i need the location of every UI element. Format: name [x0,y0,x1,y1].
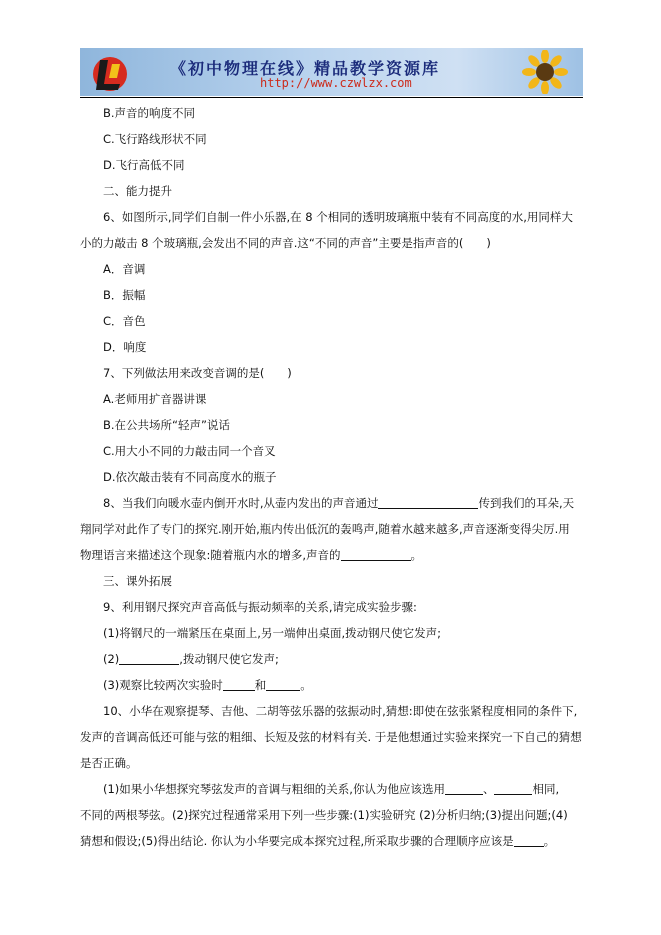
q9-step-2-prefix: (2) [103,652,120,666]
q9-step-2-suffix: ,拨动钢尺使它发声; [179,652,279,666]
q6-option-c: C．音色 [103,314,146,328]
q9-blank-1[interactable] [119,652,179,665]
option-b-text: B.声音的响度不同 [103,106,196,120]
section-heading: 二、能力提升 [103,184,172,198]
q7-option-b: B.在公共场所“轻声”说话 [103,418,230,432]
q9-blank-2[interactable] [223,678,255,691]
question-9: 9、利用钢尺探究声音高低与振动频率的关系,请完成实验步骤: [103,600,417,614]
q10-blank-3[interactable] [514,834,544,847]
q7-option-a: A.老师用扩音器讲课 [103,392,207,406]
q8-blank-2[interactable] [341,548,411,561]
q10-text-d: 。 [543,834,556,848]
q10-text-a: (1)如果小华想探究琴弦发声的音调与粗细的关系,你认为他应该选用 [103,782,445,796]
option-d-text: D.飞行高低不同 [103,158,185,172]
question-10-line-6 [80,834,555,848]
section-heading-extension: 三、课外拓展 [103,574,172,588]
question-10-line-1: 10、小华在观察提琴、吉他、二胡等弦乐器的弦振动时,猜想:即使在弦张紧程度相同的条件下, [103,704,578,718]
q9-step-3-text: (3)观察比较两次实验时 [103,678,223,692]
q9-step-3 [103,678,312,692]
q7-option-d: D.依次敲击装有不同高度水的瓶子 [103,470,277,484]
q6-option-b: B．振幅 [103,288,146,302]
question-10-part-1 [103,782,559,796]
question-10-line-5: 不同的两根琴弦。(2)探究过程通常采用下列一些步骤:(1)实验研究 (2)分析归纳;(3)提出问题;(4) [80,808,568,822]
q10-text-c: 猜想和假设;(5)得出结论. 你认为小华要完成本探究过程,所采取步骤的合理顺序应该是 [80,834,514,848]
q9-step-3-end: 。 [300,678,312,692]
q6-option-a: A．音调 [103,262,146,276]
q9-blank-3[interactable] [266,678,300,691]
q7-option-c: C.用大小不同的力敲击同一个音叉 [103,444,276,458]
question-6-line-1: 6、如图所示,同学们自制一件小乐器,在 8 个相同的透明玻璃瓶中装有不同高度的水,用同样大 [103,210,573,224]
q10-blank-2[interactable] [494,782,532,795]
q8-text-c: 物理语言来描述这个现象:随着瓶内水的增多,声音的 [80,548,341,562]
banner-title: 《初中物理在线》精品教学资源库 [170,59,441,78]
q10-text-b: 相同, [532,782,560,796]
q10-blank-1[interactable] [445,782,483,795]
option-c-text: C.飞行路线形状不同 [103,132,207,146]
question-8-line-2: 翔同学对此作了专门的探究.刚开始,瓶内传出低沉的轰鸣声,随着水越来越多,声音逐渐变得尖厉.用 [80,522,570,536]
question-8-line-3 [80,548,422,562]
q8-blank-1[interactable] [378,496,478,509]
question-8-line-1 [103,496,574,510]
question-10-line-3: 是否正确。 [80,756,138,770]
q8-text-b: 传到我们的耳朵,天 [478,496,575,510]
q8-text-a: 8、当我们向暖水壶内倒开水时,从壶内发出的声音通过 [103,496,379,510]
question-10-line-2: 发声的音调高低还可能与弦的粗细、长短及弦的材料有关. 于是他想通过实验来探究一下自己的猜想 [80,730,582,744]
logo-icon [90,52,130,92]
header-banner [80,48,583,96]
question-7: 7、下列做法用来改变音调的是( ) [103,366,292,380]
q10-sep: 、 [482,782,495,796]
sunflower-icon [515,50,575,94]
q6-option-d: D．响度 [103,340,147,354]
q9-step-3-and: 和 [254,678,267,692]
q9-step-1: (1)将钢尺的一端紧压在桌面上,另一端伸出桌面,拨动钢尺使它发声; [103,626,441,640]
header-divider [80,97,583,98]
banner-url[interactable]: http://www.czwlzx.com [260,76,412,90]
question-6-line-2: 小的力敲击 8 个玻璃瓶,会发出不同的声音.这“不同的声音”主要是指声音的( ) [80,236,491,250]
q8-text-d: 。 [410,548,423,562]
q9-step-2 [103,652,279,666]
